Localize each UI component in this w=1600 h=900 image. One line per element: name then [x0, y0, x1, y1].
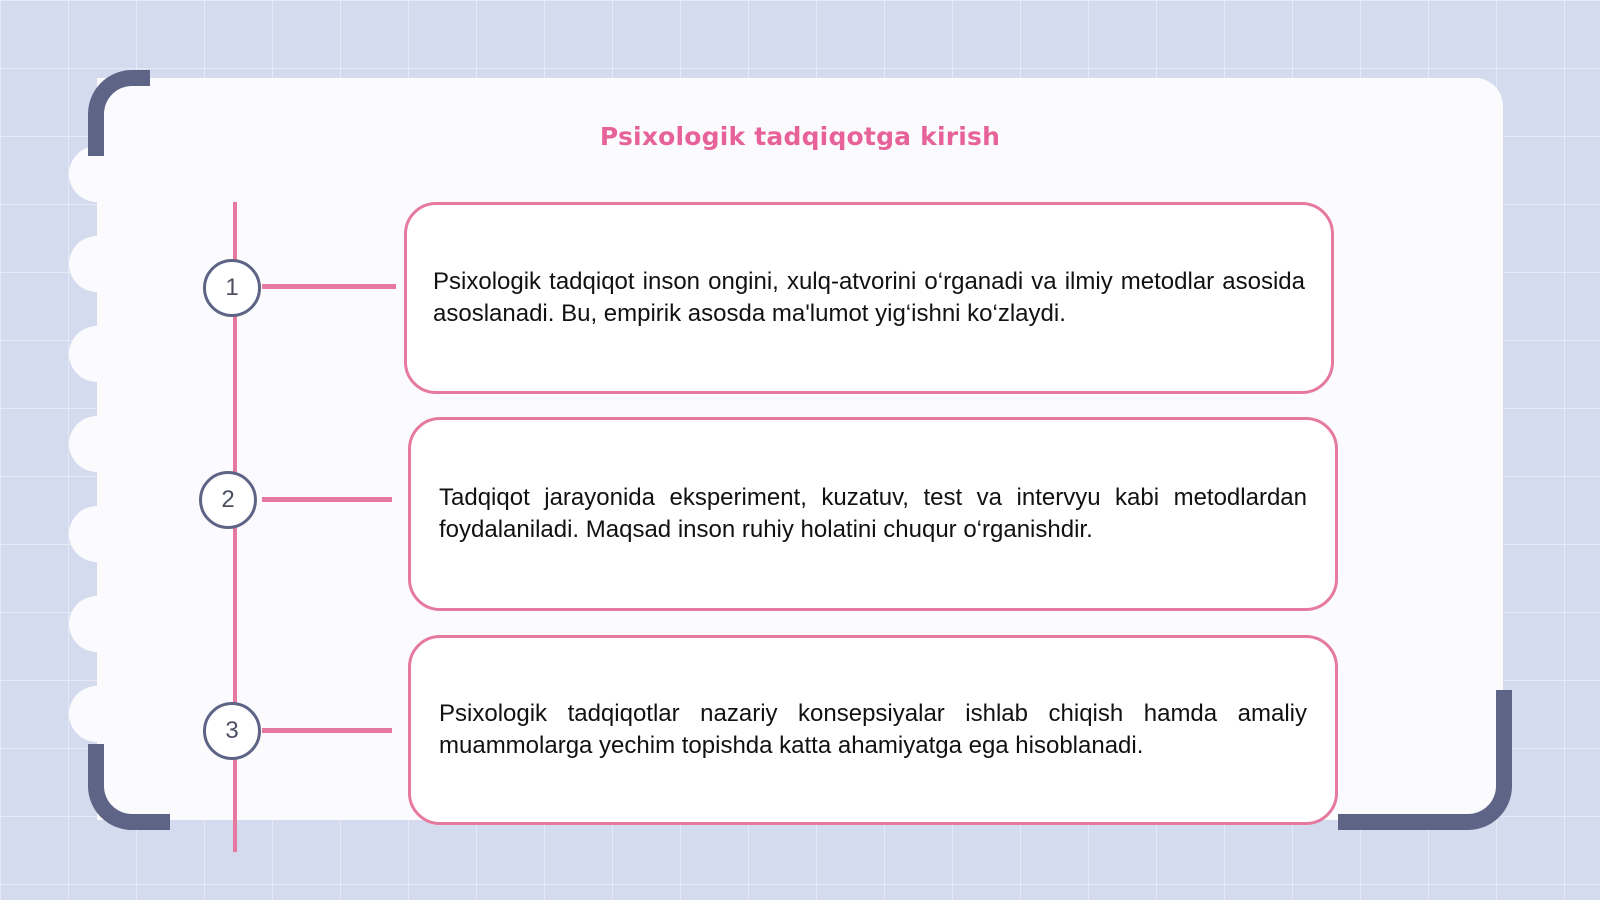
slide-title: Psixologik tadqiqotga kirish [599, 122, 1001, 151]
corner-bracket-bottom-left [88, 744, 170, 830]
step-number-badge-1: 1 [203, 259, 261, 317]
corner-bracket-bottom-right [1338, 690, 1512, 830]
paper-scallop [69, 596, 125, 652]
timeline-connector-1 [262, 284, 396, 289]
content-box-1 [404, 202, 1334, 394]
timeline-connector-3 [262, 728, 392, 733]
content-text-2: Tadqiqot jarayonida eksperiment, kuzatuv, test va intervyu kabi metodlardan foydalaniladi. Maqsad inson ruhiy holatini chuqur o‘rganishdir. [439, 484, 1307, 543]
paper-scallop [69, 686, 125, 742]
content-text-3: Psixologik tadqiqotlar nazariy konsepsiyalar ishlab chiqish hamda amaliy muammolarga yechim topishda katta ahamiyatga ega hisoblanadi. [439, 700, 1307, 759]
step-number-badge-2: 2 [199, 471, 257, 529]
paper-scallop [69, 416, 125, 472]
timeline-connector-2 [262, 497, 392, 502]
paper-scallop [69, 326, 125, 382]
content-box-3 [408, 635, 1338, 825]
content-text-1: Psixologik tadqiqot inson ongini, xulq-atvorini o‘rganadi va ilmiy metodlar asosida asoslanadi. Bu, empirik asosda ma'lumot yig‘ishni ko‘zlaydi. [433, 268, 1305, 327]
paper-scallop [69, 236, 125, 292]
step-number-badge-3: 3 [203, 702, 261, 760]
content-box-2 [408, 417, 1338, 611]
paper-scallop [69, 506, 125, 562]
